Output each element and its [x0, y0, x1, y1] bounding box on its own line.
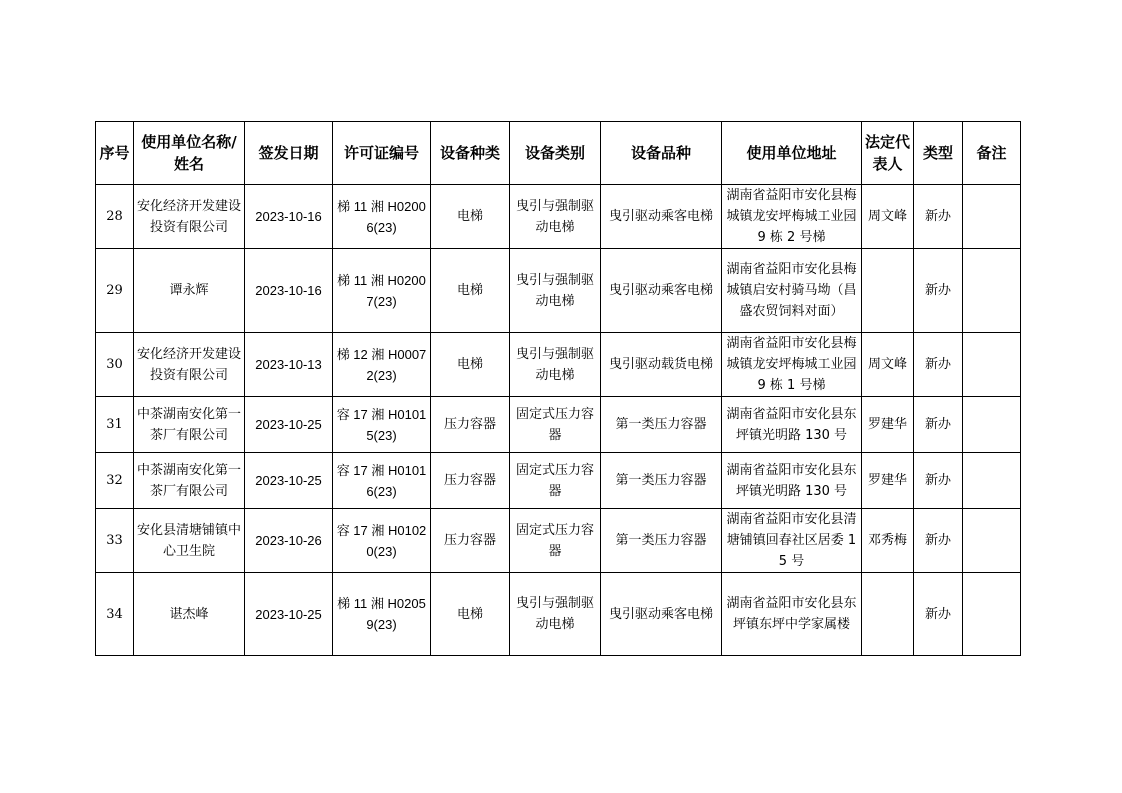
cell-equip-variety: 第一类压力容器 — [601, 397, 722, 453]
cell-equip-kind: 压力容器 — [431, 397, 510, 453]
cell-date: 2023-10-13 — [245, 333, 333, 397]
cell-unit: 谭永辉 — [134, 249, 245, 333]
cell-seq: 32 — [96, 453, 134, 509]
cell-unit: 谌杰峰 — [134, 573, 245, 656]
cell-legal-rep — [862, 573, 914, 656]
permit-table — [95, 121, 1021, 656]
cell-address: 湖南省益阳市安化县梅城镇启安村骑马坳（昌盛农贸饲料对面） — [722, 249, 862, 333]
cell-permit: 梯 11 湘 H02006(23) — [333, 185, 431, 249]
cell-type: 新办 — [914, 397, 963, 453]
cell-unit: 中茶湖南安化第一茶厂有限公司 — [134, 397, 245, 453]
cell-date: 2023-10-25 — [245, 573, 333, 656]
header-row — [96, 122, 1021, 185]
cell-remark — [963, 397, 1021, 453]
cell-equip-kind: 电梯 — [431, 185, 510, 249]
cell-address: 湖南省益阳市安化县梅城镇龙安坪梅城工业园 9 栋 1 号梯 — [722, 333, 862, 397]
header-remark: 备注 — [963, 122, 1021, 185]
cell-equip-kind: 电梯 — [431, 333, 510, 397]
cell-legal-rep — [862, 249, 914, 333]
cell-remark — [963, 333, 1021, 397]
cell-equip-kind: 压力容器 — [431, 509, 510, 573]
cell-legal-rep: 邓秀梅 — [862, 509, 914, 573]
cell-type: 新办 — [914, 185, 963, 249]
table-row — [96, 185, 1021, 249]
cell-remark — [963, 573, 1021, 656]
cell-equip-variety: 第一类压力容器 — [601, 453, 722, 509]
header-legal-rep: 法定代表人 — [862, 122, 914, 185]
table-row — [96, 573, 1021, 656]
table-row — [96, 333, 1021, 397]
cell-seq: 28 — [96, 185, 134, 249]
cell-type: 新办 — [914, 509, 963, 573]
cell-equip-variety: 曳引驱动乘客电梯 — [601, 185, 722, 249]
cell-type: 新办 — [914, 453, 963, 509]
header-equip-kind: 设备种类 — [431, 122, 510, 185]
cell-remark — [963, 249, 1021, 333]
cell-seq: 34 — [96, 573, 134, 656]
header-equip-variety: 设备品种 — [601, 122, 722, 185]
cell-equip-kind: 电梯 — [431, 573, 510, 656]
cell-permit: 梯 12 湘 H00072(23) — [333, 333, 431, 397]
cell-unit: 中茶湖南安化第一茶厂有限公司 — [134, 453, 245, 509]
cell-equip-kind: 压力容器 — [431, 453, 510, 509]
cell-date: 2023-10-25 — [245, 397, 333, 453]
table-row — [96, 509, 1021, 573]
cell-legal-rep: 罗建华 — [862, 397, 914, 453]
cell-equip-variety: 曳引驱动乘客电梯 — [601, 573, 722, 656]
cell-remark — [963, 453, 1021, 509]
cell-legal-rep: 周文峰 — [862, 333, 914, 397]
cell-date: 2023-10-16 — [245, 249, 333, 333]
cell-address: 湖南省益阳市安化县东坪镇光明路 130 号 — [722, 453, 862, 509]
cell-permit: 梯 11 湘 H02059(23) — [333, 573, 431, 656]
cell-remark — [963, 509, 1021, 573]
cell-equip-category: 曳引与强制驱动电梯 — [510, 573, 601, 656]
cell-equip-category: 固定式压力容器 — [510, 397, 601, 453]
cell-seq: 31 — [96, 397, 134, 453]
cell-permit: 容 17 湘 H01016(23) — [333, 453, 431, 509]
cell-permit: 容 17 湘 H01020(23) — [333, 509, 431, 573]
cell-unit: 安化经济开发建设投资有限公司 — [134, 185, 245, 249]
cell-equip-category: 曳引与强制驱动电梯 — [510, 249, 601, 333]
cell-address: 湖南省益阳市安化县东坪镇东坪中学家属楼 — [722, 573, 862, 656]
cell-permit: 容 17 湘 H01015(23) — [333, 397, 431, 453]
header-address: 使用单位地址 — [722, 122, 862, 185]
table-row — [96, 453, 1021, 509]
cell-remark — [963, 185, 1021, 249]
header-unit: 使用单位名称/姓名 — [134, 122, 245, 185]
cell-equip-kind: 电梯 — [431, 249, 510, 333]
cell-date: 2023-10-16 — [245, 185, 333, 249]
cell-date: 2023-10-26 — [245, 509, 333, 573]
cell-seq: 30 — [96, 333, 134, 397]
table-row — [96, 249, 1021, 333]
header-date: 签发日期 — [245, 122, 333, 185]
cell-address: 湖南省益阳市安化县梅城镇龙安坪梅城工业园 9 栋 2 号梯 — [722, 185, 862, 249]
cell-equip-variety: 曳引驱动乘客电梯 — [601, 249, 722, 333]
cell-type: 新办 — [914, 249, 963, 333]
cell-date: 2023-10-25 — [245, 453, 333, 509]
cell-unit: 安化县清塘铺镇中心卫生院 — [134, 509, 245, 573]
cell-equip-category: 固定式压力容器 — [510, 453, 601, 509]
table-header — [96, 122, 1021, 185]
cell-seq: 29 — [96, 249, 134, 333]
table-body — [96, 185, 1021, 656]
header-equip-category: 设备类别 — [510, 122, 601, 185]
cell-equip-category: 固定式压力容器 — [510, 509, 601, 573]
cell-address: 湖南省益阳市安化县清塘铺镇回春社区居委 15 号 — [722, 509, 862, 573]
cell-legal-rep: 周文峰 — [862, 185, 914, 249]
table-row — [96, 397, 1021, 453]
cell-legal-rep: 罗建华 — [862, 453, 914, 509]
cell-seq: 33 — [96, 509, 134, 573]
cell-type: 新办 — [914, 573, 963, 656]
header-seq: 序号 — [96, 122, 134, 185]
cell-equip-variety: 曳引驱动载货电梯 — [601, 333, 722, 397]
header-type: 类型 — [914, 122, 963, 185]
cell-permit: 梯 11 湘 H02007(23) — [333, 249, 431, 333]
cell-unit: 安化经济开发建设投资有限公司 — [134, 333, 245, 397]
cell-address: 湖南省益阳市安化县东坪镇光明路 130 号 — [722, 397, 862, 453]
cell-equip-variety: 第一类压力容器 — [601, 509, 722, 573]
header-permit: 许可证编号 — [333, 122, 431, 185]
cell-equip-category: 曳引与强制驱动电梯 — [510, 333, 601, 397]
cell-equip-category: 曳引与强制驱动电梯 — [510, 185, 601, 249]
cell-type: 新办 — [914, 333, 963, 397]
